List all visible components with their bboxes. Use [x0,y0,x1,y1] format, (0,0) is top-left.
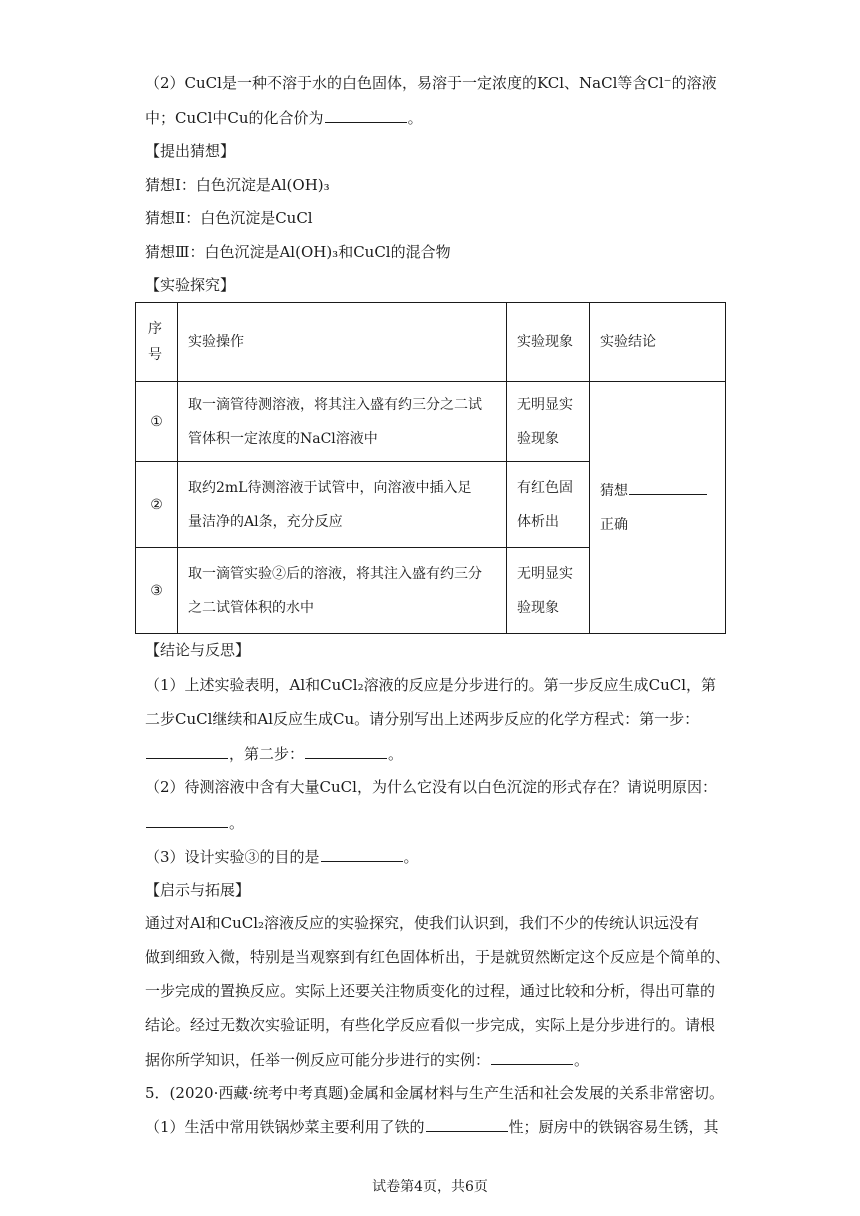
q5-1-text: （1）生活中常用铁锅炒菜主要利用了铁的 [145,1118,425,1136]
c2-line-2 [145,812,244,833]
ext-5-end: 。 [574,1051,590,1069]
q2-line-1: （2）CuCl是一种不溶于水的白色固体，易溶于一定浓度的KCl、NaCl等含Cl⁻的溶液 [145,74,717,92]
hypothesis-heading: 【提出猜想】 [145,142,236,160]
ext-line-3: 一步完成的置换反应。实际上还要关注物质变化的过程，通过比较和分析，得出可靠的 [145,982,716,1000]
answer-blank[interactable] [305,743,387,759]
ext-line-5 [145,1049,589,1070]
page-footer: 试卷第4页，共6页 [372,1179,488,1195]
row-operation [178,462,507,548]
answer-blank[interactable] [321,846,403,862]
hypothesis-1: 猜想Ⅰ：白色沉淀是Al(OH)₃ [145,176,330,194]
table-row [136,382,726,462]
answer-blank[interactable] [491,1049,573,1065]
row-operation [178,382,507,462]
question-5: 5．(2020·西藏·统考中考真题)金属和金属材料与生产生活和社会发展的关系非常密切。 [145,1084,724,1102]
row-phenomenon [507,382,590,462]
header-conclusion: 实验结论 [590,303,726,382]
experiment-table [135,302,726,634]
conclusion-heading: 【结论与反思】 [145,641,251,659]
conclusion-cell [590,382,726,634]
row-phenomenon-line-2: 验现象 [517,599,559,616]
row-phenomenon [507,462,590,548]
c1-line-3 [145,743,403,764]
row-index: ② [136,462,178,548]
answer-blank[interactable] [146,812,228,828]
c2-end: 。 [229,814,245,832]
row-operation-line-2: 管体积一定浓度的NaCl溶液中 [188,430,378,447]
conclusion-line-2: 正确 [600,516,628,533]
answer-blank[interactable] [325,107,407,123]
row-operation-line-1: 取约2mL待测溶液于试管中，向溶液中插入足 [188,479,472,496]
c1-mid: ，第二步： [229,745,305,763]
row-phenomenon [507,548,590,634]
hypothesis-2: 猜想Ⅱ：白色沉淀是CuCl [145,209,313,227]
header-phenomenon: 实验现象 [507,303,590,382]
ext-line-2: 做到细致入微，特别是当观察到有红色固体析出，于是就贸然断定这个反应是个简单的、 [145,948,731,966]
row-phenomenon-line-1: 无明显实 [517,565,573,582]
answer-blank[interactable] [426,1116,508,1132]
c1-line-1: （1）上述实验表明，Al和CuCl₂溶液的反应是分步进行的。第一步反应生成CuCl，第 [145,676,717,694]
c3-text: （3）设计实验③的目的是 [145,848,320,866]
row-operation [178,548,507,634]
q5-part-1 [145,1116,719,1137]
row-phenomenon-line-1: 有红色固 [517,479,573,496]
row-phenomenon-line-2: 体析出 [517,513,559,530]
ext-5-text: 据你所学知识，任举一例反应可能分步进行的实例： [145,1051,491,1069]
ext-line-1: 通过对Al和CuCl₂溶液反应的实验探究，使我们认识到，我们不少的传统认识远没有 [145,914,700,932]
c1-end: 。 [388,745,404,763]
row-operation-line-2: 量洁净的Al条，充分反应 [188,513,343,530]
conclusion-pre: 猜想 [600,482,628,499]
c1-line-2: 二步CuCl继续和Al反应生成Cu。请分别写出上述两步反应的化学方程式：第一步： [145,710,700,728]
hypothesis-3: 猜想Ⅲ：白色沉淀是Al(OH)₃和CuCl的混合物 [145,243,451,261]
extension-heading: 【启示与拓展】 [145,881,251,899]
answer-blank[interactable] [146,743,228,759]
q2-text: 中；CuCl中Cu的化合价为 [145,109,324,127]
row-operation-line-2: 之二试管体积的水中 [188,599,314,616]
q2-line-2 [145,107,423,128]
experiment-heading: 【实验探究】 [145,276,236,294]
row-index: ③ [136,548,178,634]
ext-line-4: 结论。经过无数次实验证明，有些化学反应看似一步完成，实际上是分步进行的。请根 [145,1016,716,1034]
q2-end: 。 [407,109,423,127]
row-phenomenon-line-1: 无明显实 [517,396,573,413]
row-index: ① [136,382,178,462]
c3-line [145,846,419,867]
conclusion-line-1 [600,474,725,508]
c3-end: 。 [403,848,419,866]
header-operation: 实验操作 [178,303,507,382]
conclusion-blank[interactable] [629,479,707,495]
table-header-row [136,303,726,382]
row-operation-line-1: 取一滴管实验②后的溶液，将其注入盛有约三分 [188,565,482,582]
c2-line-1: （2）待测溶液中含有大量CuCl，为什么它没有以白色沉淀的形式存在？请说明原因： [145,778,717,796]
header-index: 序号 [136,303,178,382]
row-operation-line-1: 取一滴管待测溶液，将其注入盛有约三分之二试 [188,396,482,413]
q5-1-text-end: 性；厨房中的铁锅容易生锈，其 [508,1118,719,1136]
row-phenomenon-line-2: 验现象 [517,430,559,447]
